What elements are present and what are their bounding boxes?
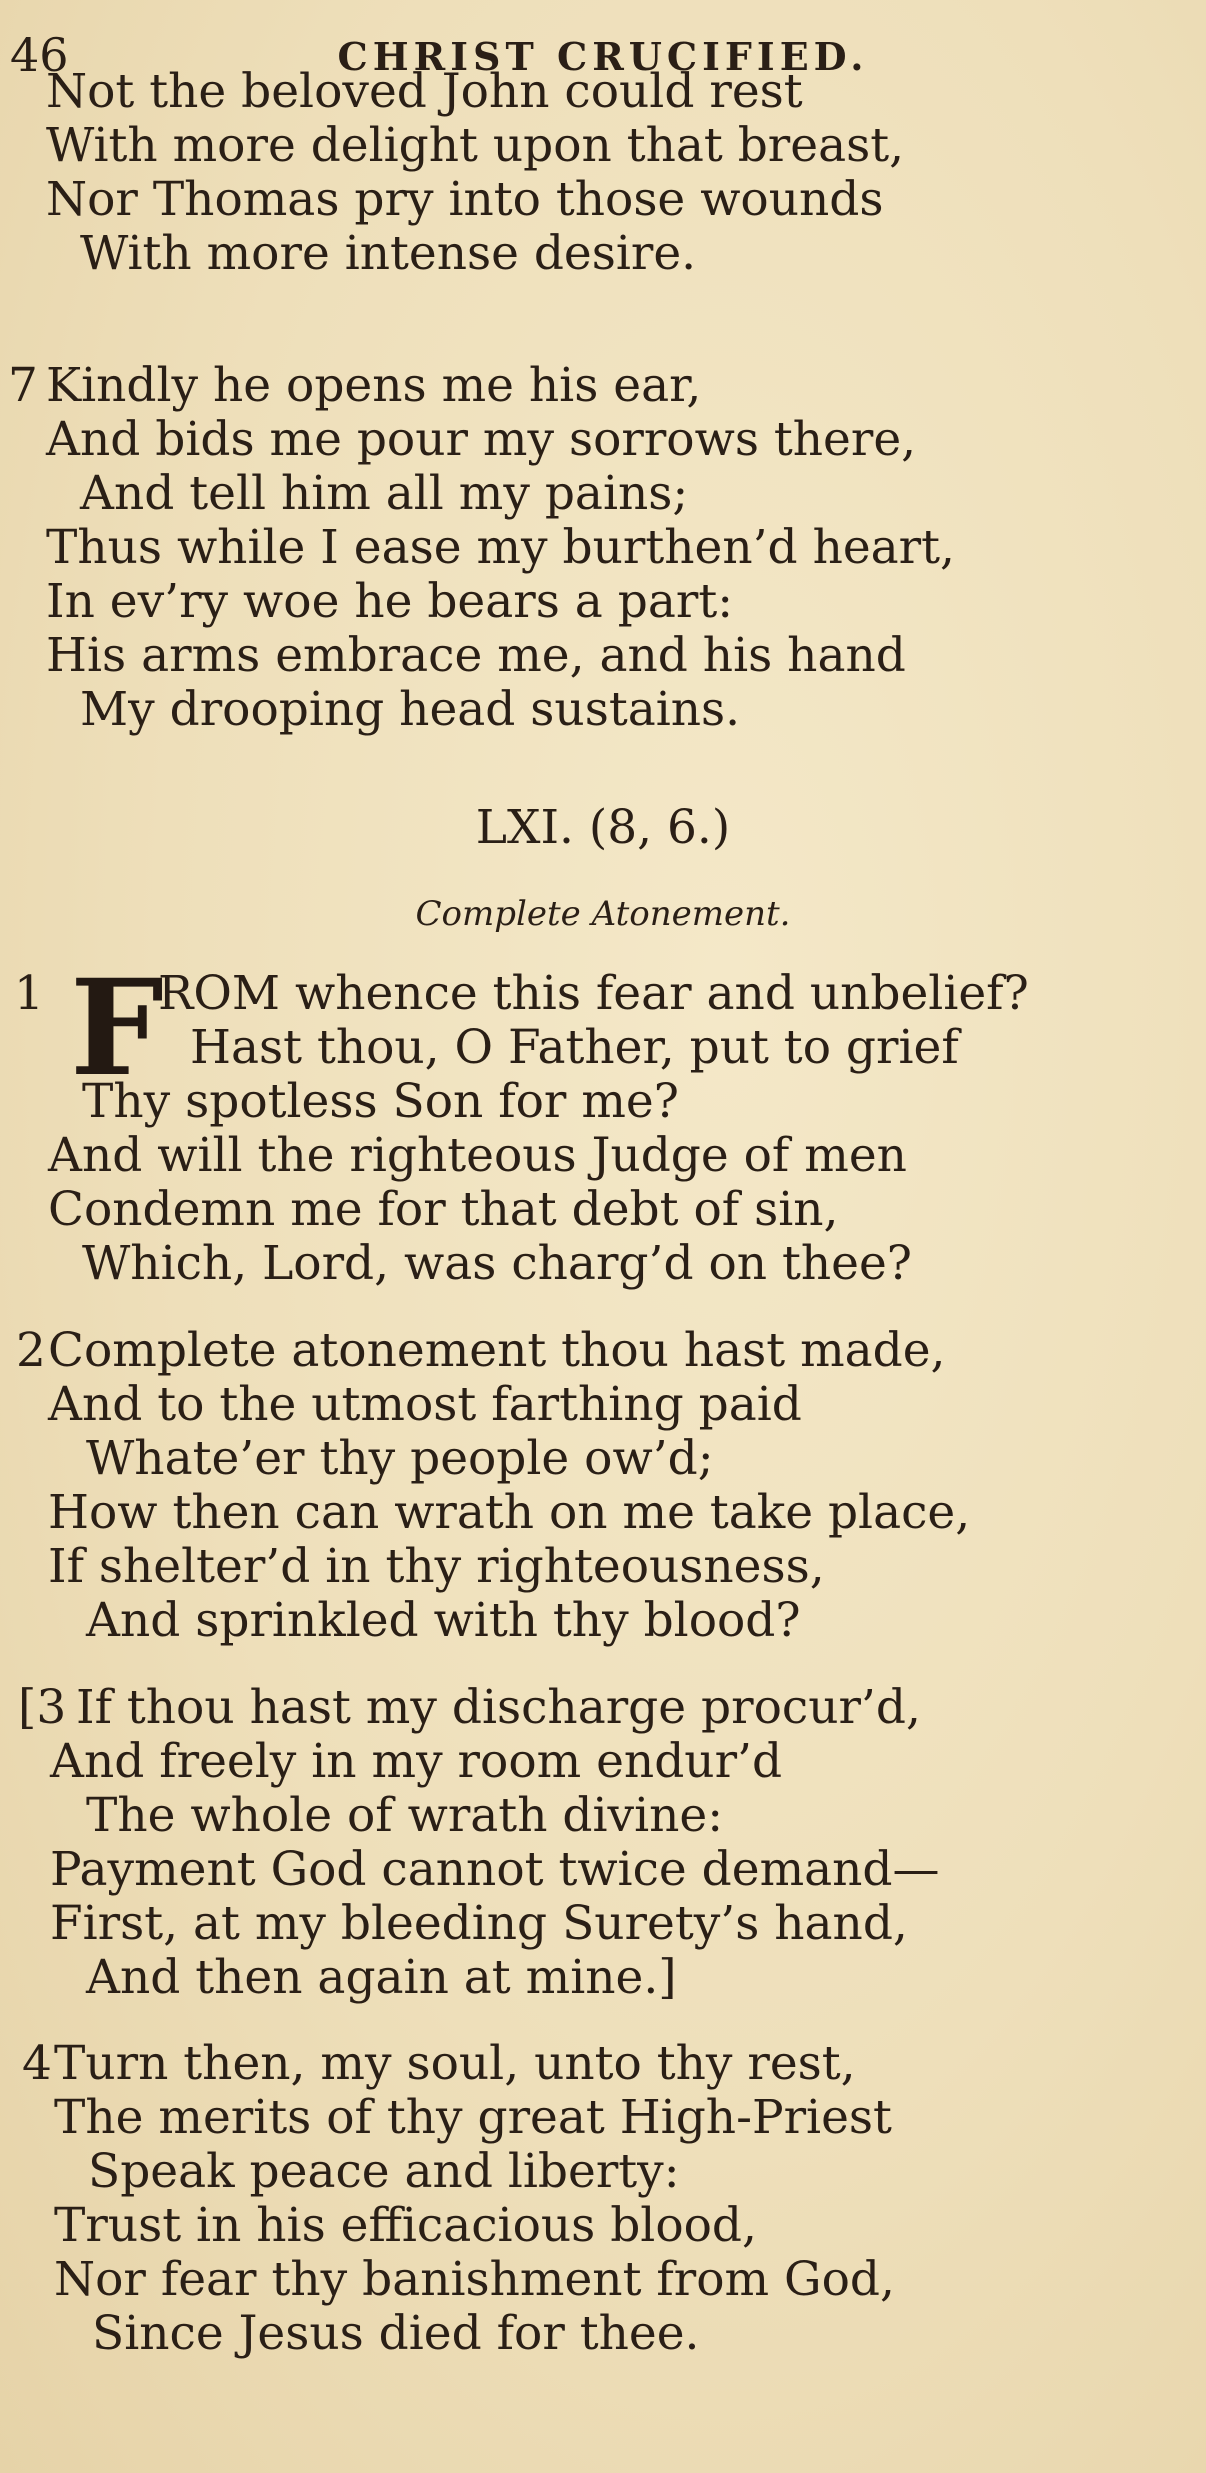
poem-line: If shelter’d in thy righteousness, <box>48 1539 825 1594</box>
running-title: CHRIST CRUCIFIED. <box>337 34 869 79</box>
poem-line: Thy spotless Son for me? <box>82 1074 679 1129</box>
poem-line: And will the righteous Judge of men <box>48 1128 907 1183</box>
verse-number: 7 <box>8 358 38 413</box>
poem-line: Nor Thomas pry into those wounds <box>46 172 884 227</box>
verse-number: 4 <box>22 2036 52 2091</box>
poem-line: His arms embrace me, and his hand <box>46 628 906 683</box>
poem-line: And bids me pour my sorrows there, <box>46 412 917 467</box>
poem-line: Trust in his efficacious blood, <box>54 2198 757 2253</box>
poem-line: With more intense desire. <box>80 226 697 281</box>
poem-line: ROM whence this fear and unbelief? <box>158 966 1029 1021</box>
poem-line: In ev’ry woe he bears a part: <box>46 574 734 629</box>
poem-line: And sprinkled with thy blood? <box>86 1593 801 1648</box>
verse-number: 2 <box>16 1323 46 1378</box>
verse-number: 1 <box>14 966 44 1021</box>
poem-line: First, at my bleeding Surety’s hand, <box>50 1896 908 1951</box>
poem-line: If thou hast my discharge procur’d, <box>76 1680 921 1735</box>
poem-line: Payment God cannot twice demand— <box>50 1842 940 1897</box>
hymn-subtitle: Complete Atonement. <box>415 894 791 934</box>
poem-line: Condemn me for that debt of sin, <box>48 1182 839 1237</box>
poem-line: Which, Lord, was charg’d on thee? <box>82 1236 912 1291</box>
poem-line: Thus while I ease my burthen’d heart, <box>46 520 955 575</box>
poem-line: And tell him all my pains; <box>80 466 689 521</box>
poem-line: Complete atonement thou hast made, <box>48 1323 946 1378</box>
hymn-title: LXI. (8, 6.) <box>475 800 731 855</box>
poem-line: Speak peace and liberty: <box>88 2144 680 2199</box>
poem-line: And freely in my room endur’d <box>50 1734 783 1789</box>
poem-line: And then again at mine.] <box>86 1950 677 2005</box>
poem-line: Nor fear thy banishment from God, <box>54 2252 895 2307</box>
page-number: 46 <box>10 28 69 82</box>
poem-line: Turn then, my soul, unto thy rest, <box>54 2036 856 2091</box>
poem-line: Since Jesus died for thee. <box>92 2306 700 2361</box>
drop-cap: F <box>70 951 164 1106</box>
poem-line: Hast thou, O Father, put to grief <box>190 1020 959 1075</box>
verse-number: [3 <box>18 1680 67 1735</box>
poem-line: Kindly he opens me his ear, <box>46 358 702 413</box>
poem-line: How then can wrath on me take place, <box>48 1485 971 1540</box>
poem-line: Not the beloved John could rest <box>46 64 803 119</box>
poem-line: My drooping head sustains. <box>80 682 741 737</box>
poem-line: The whole of wrath divine: <box>86 1788 724 1843</box>
poem-line: The merits of thy great High-Priest <box>54 2090 892 2145</box>
poem-line: And to the utmost farthing paid <box>48 1377 802 1432</box>
poem-line: Whate’er thy people ow’d; <box>86 1431 714 1486</box>
poem-line: With more delight upon that breast, <box>46 118 905 173</box>
